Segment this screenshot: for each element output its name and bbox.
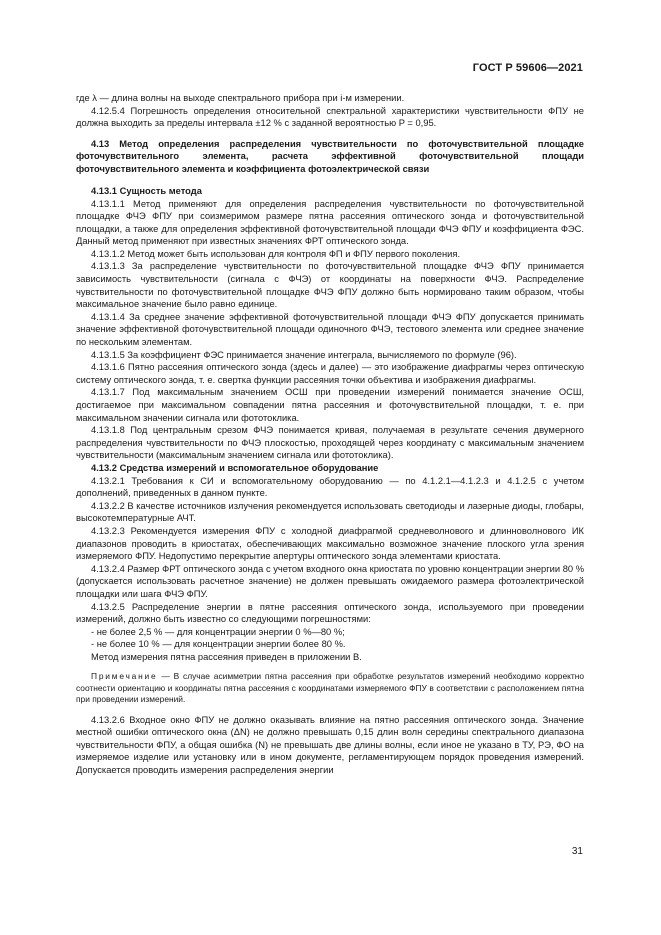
section-4-13-title: 4.13 Метод определения распределения чувствительности по фоточувствительной площадке фоточувствительного элемента, расчета эффективной фоточувствительной площади фоточувствительного элемента и коэффициента фотоэлектрической связи [76, 138, 584, 174]
paragraph-method-reference: Метод измерения пятна рассеяния приведен в приложении В. [91, 651, 362, 662]
paragraph-4-13-1-8: 4.13.1.8 Под центральным срезом ФЧЭ понимается кривая, получаемая в результате сечения двумерного распределения чувствительности по ФЧЭ плоскостью, проходящей через координату с максимальным значением чувствительности (максимальным значением сигнала или фототоклика). [76, 425, 584, 461]
subsection-4-13-2-title: 4.13.2 Средства измерений и вспомогательное оборудование [91, 462, 379, 473]
note-text: — В случае асимметрии пятна рассеяния при обработке результатов измерений необходимо корректно соотнести ориентацию и координаты пятна рассеяния с координатами измеряемого ФПУ в соответствии с расположением пятна при проведении измерений. [76, 671, 584, 705]
paragraph-4-13-1-4: 4.13.1.4 За среднее значение эффективной фоточувствительной площади ФЧЭ ФПУ допускается принимать значение эффективной фоточувствительной площади одиночного ФЧЭ, тестового элемента или среднее значение по нескольким элементам. [76, 311, 584, 348]
document-body [76, 92, 584, 777]
paragraph-4-13-1-1: 4.13.1.1 Метод применяют для определения распределения чувствительности по фоточувствительной площадке ФЧЭ ФПУ при соизмеримом размере пятна рассеяния оптического зонда и фоточувствительной площадки, а также для определения эффективной фоточувствительной площади ФЧЭ ФПУ и коэффициента ФЭС. Данный метод применяют при известных значениях ФРТ оптического зонда. [76, 198, 584, 247]
paragraph-4-13-1-7: 4.13.1.7 Под максимальным значением ОСШ при проведении измерений понимается значение ОСШ, достигаемое при максимальном совпадении пятна рассеяния и фоточувствительной площадки, т. е. при максимальном значении сигнала или фототоклика. [76, 387, 584, 423]
paragraph-4-13-2-3: 4.13.2.3 Рекомендуется измерения ФПУ с холодной диафрагмой средневолнового и длинноволнового ИК диапазонов проводить в криостатах, обеспечивающих максимально возможное значение плоского угла зрения измеряемого ФПУ. Недопустимо перекрытие апертуры оптического зонда элементами криостата. [76, 525, 584, 562]
paragraph-4-13-1-6: 4.13.1.6 Пятно рассеяния оптического зонда (здесь и далее) — это изображение диафрагмы через оптическую систему оптического зонда, т. е. свертка функции рассеяния точки объектива и изображения диафрагмы. [76, 362, 584, 385]
paragraph-4-13-2-1: 4.13.2.1 Требования к СИ и вспомогательному оборудованию — по 4.1.2.1—4.1.2.3 и 4.1.2.5 с учетом дополнений, приведенных в данном пункте. [76, 475, 584, 499]
subsection-4-13-1-title: 4.13.1 Сущность метода [91, 185, 202, 196]
document-header: ГОСТ Р 59606—2021 [472, 62, 583, 74]
page-number: 31 [571, 846, 583, 857]
paragraph-4-13-1-3: 4.13.1.3 За распределение чувствительности по фоточувствительной площадке ФЧЭ ФПУ принимается зависимость чувствительности (сигнала с ФЧЭ) от координаты на поверхности ФЧЭ. Распределение чувствительности по фоточувствительной площадке ФЧЭ ФПУ должно быть нормировано таким образом, чтобы максимальное значение было равно единице. [76, 261, 584, 310]
paragraph-4-12-5-4: 4.12.5.4 Погрешность определения относительной спектральной характеристики чувствительности ФПУ не должна выходить за пределы интервала ±12 % с заданной вероятностью P = 0,95. [76, 105, 584, 129]
paragraph-4-13-2-4: 4.13.2.4 Размер ФРТ оптического зонда с учетом входного окна криостата по уровню концентрации энергии 80 % (допускается использовать расчетное значение) не должен превышать ожидаемого размера фотоэлектрической площадки или шага ФЧЭ ФПУ. [76, 563, 584, 599]
note [76, 671, 584, 705]
paragraph-4-13-2-6: 4.13.2.6 Входное окно ФПУ не должно оказывать влияние на пятно рассеяния оптического зонда. Значение местной ошибки оптического окна (ΔN) не должно превышать 0,15 длин волн середины спектрального диапазона чувствительности ФПУ, а общая ошибка (N) не превышать две длины волны, если иное не указано в ТУ, РЭ, ФО на измеряемое изделие или установку или в ином документе, регламентирующем порядок проведения измерений. Допускается проводить измерения распределения энергии [76, 714, 584, 776]
list-item: - не более 2,5 % — для концентрации энергии 0 %—80 %; [91, 626, 345, 637]
note-label: Примечание [91, 671, 158, 682]
list-item: - не более 10 % — для концентрации энергии более 80 %. [91, 639, 346, 650]
paragraph-lambda: где λ — длина волны на выходе спектрального прибора при i-м измерении. [76, 93, 405, 103]
paragraph-4-13-1-2: 4.13.1.2 Метод может быть использован для контроля ФП и ФПУ первого поколения. [91, 248, 461, 259]
paragraph-4-13-1-5: 4.13.1.5 За коэффициент ФЭС принимается значение интеграла, вычисляемого по формуле (96). [91, 349, 517, 360]
paragraph-4-13-2-5: 4.13.2.5 Распределение энергии в пятне рассеяния оптического зонда, используемого при проведении измерений, должно быть известно со следующими погрешностями: [76, 601, 584, 625]
paragraph-4-13-2-2: 4.13.2.2 В качестве источников излучения рекомендуется использовать светодиоды и лазерные диоды, глобары, высокотемпературные АЧТ. [76, 500, 584, 524]
